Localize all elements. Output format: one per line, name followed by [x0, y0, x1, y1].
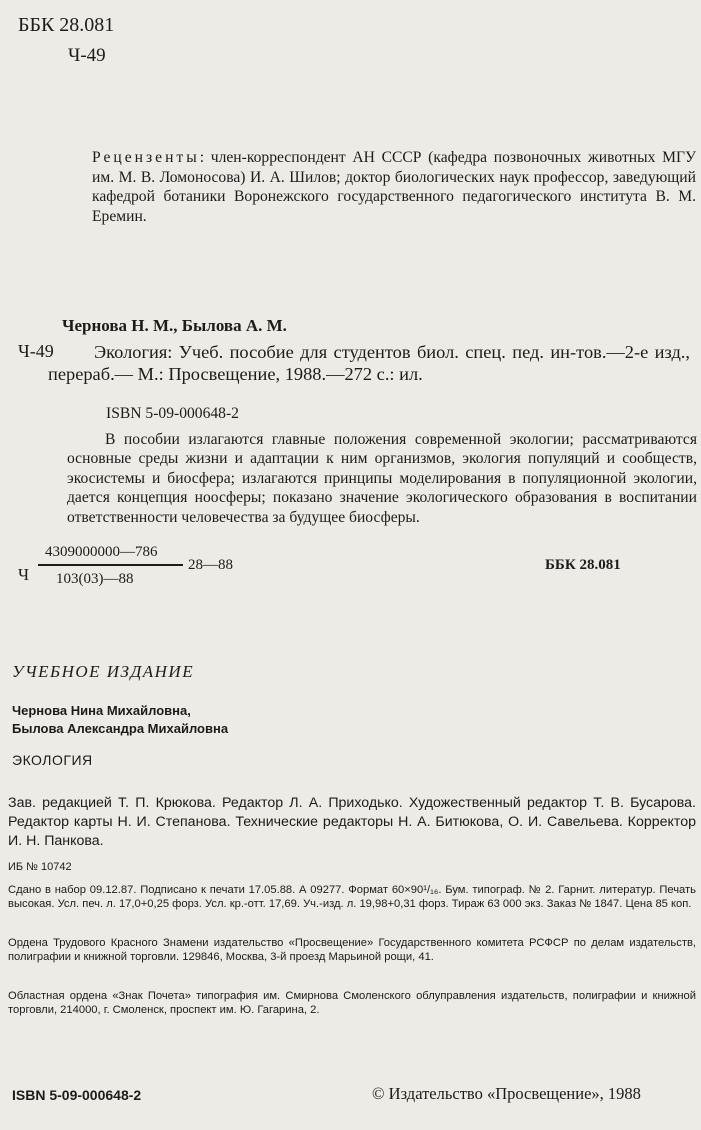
reviewers-paragraph: [92, 148, 696, 226]
fraction-bar: [38, 564, 183, 566]
fraction-numerator: 4309000000—786: [45, 544, 158, 560]
ib-number: ИБ № 10742: [8, 861, 72, 873]
reviewers-text: : член-корреспондент АН СССР (кафедра позвоночных животных МГУ им. М. В. Ломоносова) И. А. Шилов; доктор биологических наук профессор, заведующий кафедрой ботаники Воронежского государственного педагогического института В. М. Еремин.: [92, 149, 696, 225]
author-full-name-2: Былова Александра Михайловна: [12, 721, 229, 736]
editorial-credits: Зав. редакцией Т. П. Крюкова. Редактор Л. А. Приходько. Художественный редактор Т. В. Бусарова. Редактор карты Н. И. Степанова. Технические редакторы Н. А. Битюкова, О. И. Савельева. Корректор И. Н. Панкова.: [8, 795, 696, 849]
catalog-abstract: В пособии излагаются главные положения современной экологии; рассматриваются основные среды жизни и адаптации к ним организмов, экология популяций и сообществ, экосистемы и биосфера; излагаются принципы моделирования в популяционной экологии, дается концепция ноосферы; показано значение экологического образования в воспитании ответственности человечества за будущее биосферы.: [67, 431, 697, 526]
bbk-code: ББК 28.081: [18, 14, 115, 36]
bbk-code-right: ББК 28.081: [545, 557, 621, 573]
author-full-names: [12, 702, 228, 738]
catalog-code: Ч-49: [18, 341, 54, 361]
footer-copyright: © Издательство «Просвещение», 1988: [372, 1084, 641, 1103]
fraction-denominator: 103(03)—88: [56, 571, 134, 587]
footer-isbn: ISBN 5-09-000648-2: [12, 1087, 142, 1103]
fraction-code: 28—88: [188, 557, 233, 573]
author-full-name-1: Чернова Нина Михайловна,: [12, 703, 191, 718]
author-mark: Ч-49: [68, 45, 106, 66]
catalog-bibliographic-description: Экология: Учеб. пособие для студентов биол. спец. пед. ин-тов.—2-е изд., перераб.— М.: Просвещение, 1988.—272 с.: ил.: [48, 342, 690, 384]
publisher-address: Ордена Трудового Красного Знамени издательство «Просвещение» Государственного комитета РСФСР по делам издательств, полиграфии и книжной торговли. 129846, Москва, 3-й проезд Марьиной рощи, 41.: [8, 937, 696, 963]
reviewers-label: Рецензенты: [92, 149, 200, 166]
printer-address: Областная ордена «Знак Почета» типография им. Смирнова Смоленского облуправления издательств, полиграфии и книжной торговли, 214000, г. Смоленск, проспект им. Ю. Гагарина, 2.: [8, 990, 696, 1016]
book-title: ЭКОЛОГИЯ: [12, 752, 93, 768]
edition-type: УЧЕБНОЕ ИЗДАНИЕ: [12, 662, 195, 681]
print-data: Сдано в набор 09.12.87. Подписано к печати 17.05.88. А 09277. Формат 60×90¹/₁₆. Бум. типограф. № 2. Гарнит. литератур. Печать высокая. Усл. печ. л. 17,0+0,25 форз. Усл. кр.-отт. 17,69. Уч.-изд. л. 19,98+0,31 форз. Тираж 63 000 экз. Заказ № 1847. Цена 85 коп.: [8, 884, 696, 910]
catalog-isbn: ISBN 5-09-000648-2: [106, 405, 239, 422]
catalog-authors: Чернова Н. М., Былова А. М.: [62, 316, 287, 335]
fraction-letter: Ч: [18, 565, 30, 584]
